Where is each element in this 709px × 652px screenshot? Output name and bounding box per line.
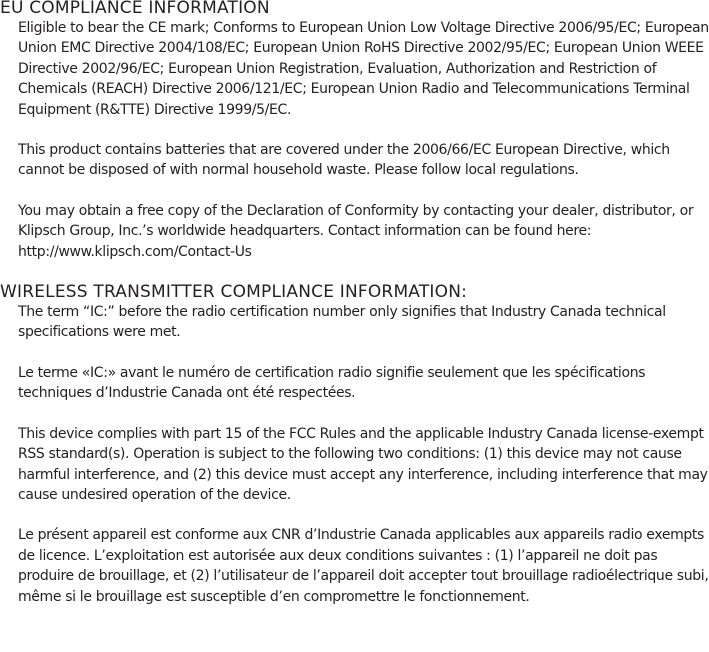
ic-term-paragraph: The term “IC:” before the radio certification number only signifies that Industry Canada technical specifications were met. bbox=[18, 304, 666, 341]
eu-compliance-section bbox=[0, 0, 709, 262]
eu-compliance-heading: EU COMPLIANCE INFORMATION bbox=[0, 0, 270, 18]
wireless-compliance-section bbox=[0, 282, 709, 607]
fcc-compliance-paragraph: This device complies with part 15 of the FCC Rules and the applicable Industry Canada license-exempt RSS standard(s). Operation is subject to the following two conditions: (1) this device may not cause harmful interference, and (2) this device must accept any interference, including interference that may cause undesired operation of the device. bbox=[18, 425, 708, 503]
ic-term-paragraph-fr: Le terme «IC:» avant le numéro de certification radio signifie seulement que les spécifications techniques d’Industrie Canada ont été respectées. bbox=[18, 364, 646, 402]
fcc-compliance-paragraph-fr: Le présent appareil est conforme aux CNR d’Industrie Canada applicables aux appareils radio exempts de licence. L’exploitation est autorisée aux deux conditions suivantes : (1) l’appareil ne doit pas produire de brouillage, et (2) l’utilisateur de l’appareil doit accepter tout brouillage radioélectrique subi, même si le brouillage est susceptible d’en compromettre le fonctionnement. bbox=[18, 527, 709, 605]
eu-ce-mark-paragraph: Eligible to bear the CE mark; Conforms to European Union Low Voltage Directive 2006/95/EC; European Union EMC Directive 2004/108/EC; European Union RoHS Directive 2002/95/EC; European Union WEEE Directive 2002/96/EC; European Union Registration, Evaluation, Authorization and Restriction of Chemicals (REACH) Directive 2006/121/EC; European Union Radio and Telecommunications Terminal Equipment (R&TTE) Directive 1999/5/EC. bbox=[18, 20, 709, 118]
wireless-compliance-heading: WIRELESS TRANSMITTER COMPLIANCE INFORMATION: bbox=[0, 282, 468, 303]
eu-battery-paragraph: This product contains batteries that are covered under the 2006/66/EC European Directive, which cannot be disposed of with normal household waste. Please follow local regulations. bbox=[18, 142, 670, 179]
eu-declaration-paragraph: You may obtain a free copy of the Declaration of Conformity by contacting your dealer, distributor, or Klipsch Group, Inc.’s worldwide headquarters. Contact information can be found here: http://www.klipsch.com/Contact-Us bbox=[18, 202, 694, 260]
